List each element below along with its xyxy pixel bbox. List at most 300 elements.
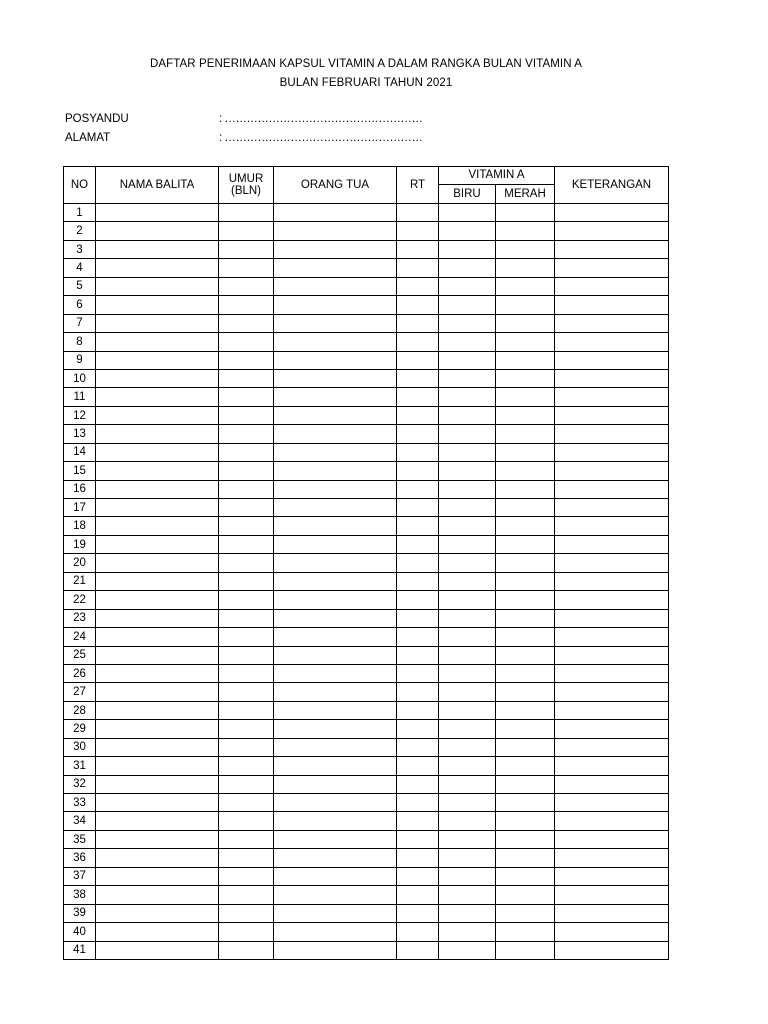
cell-merah[interactable]: [496, 867, 555, 885]
cell-rt[interactable]: [397, 369, 439, 387]
cell-nama-balita[interactable]: [96, 757, 219, 775]
cell-nama-balita[interactable]: [96, 664, 219, 682]
cell-umur[interactable]: [219, 480, 274, 498]
cell-keterangan[interactable]: [555, 849, 669, 867]
cell-keterangan[interactable]: [555, 425, 669, 443]
cell-umur[interactable]: [219, 941, 274, 959]
cell-nama-balita[interactable]: [96, 554, 219, 572]
cell-merah[interactable]: [496, 628, 555, 646]
cell-nama-balita[interactable]: [96, 923, 219, 941]
cell-keterangan[interactable]: [555, 886, 669, 904]
cell-merah[interactable]: [496, 738, 555, 756]
cell-biru[interactable]: [439, 609, 496, 627]
cell-rt[interactable]: [397, 572, 439, 590]
cell-keterangan[interactable]: [555, 683, 669, 701]
cell-orang-tua[interactable]: [274, 812, 397, 830]
cell-nama-balita[interactable]: [96, 443, 219, 461]
cell-keterangan[interactable]: [555, 904, 669, 922]
cell-biru[interactable]: [439, 425, 496, 443]
cell-nama-balita[interactable]: [96, 572, 219, 590]
cell-orang-tua[interactable]: [274, 259, 397, 277]
cell-umur[interactable]: [219, 628, 274, 646]
cell-orang-tua[interactable]: [274, 351, 397, 369]
cell-rt[interactable]: [397, 609, 439, 627]
cell-umur[interactable]: [219, 462, 274, 480]
cell-orang-tua[interactable]: [274, 572, 397, 590]
cell-nama-balita[interactable]: [96, 462, 219, 480]
cell-umur[interactable]: [219, 830, 274, 848]
row-number: 3: [64, 240, 96, 258]
cell-keterangan[interactable]: [555, 757, 669, 775]
cell-nama-balita[interactable]: [96, 277, 219, 295]
cell-umur[interactable]: [219, 683, 274, 701]
cell-rt[interactable]: [397, 867, 439, 885]
cell-umur[interactable]: [219, 812, 274, 830]
cell-rt[interactable]: [397, 204, 439, 222]
cell-nama-balita[interactable]: [96, 830, 219, 848]
cell-umur[interactable]: [219, 204, 274, 222]
cell-rt[interactable]: [397, 923, 439, 941]
cell-orang-tua[interactable]: [274, 296, 397, 314]
cell-orang-tua[interactable]: [274, 425, 397, 443]
cell-merah[interactable]: [496, 314, 555, 332]
cell-biru[interactable]: [439, 240, 496, 258]
cell-orang-tua[interactable]: [274, 517, 397, 535]
cell-biru[interactable]: [439, 535, 496, 553]
cell-umur[interactable]: [219, 554, 274, 572]
cell-rt[interactable]: [397, 535, 439, 553]
cell-rt[interactable]: [397, 499, 439, 517]
cell-biru[interactable]: [439, 259, 496, 277]
cell-merah[interactable]: [496, 499, 555, 517]
cell-biru[interactable]: [439, 406, 496, 424]
cell-keterangan[interactable]: [555, 664, 669, 682]
cell-merah[interactable]: [496, 886, 555, 904]
cell-nama-balita[interactable]: [96, 886, 219, 904]
cell-orang-tua[interactable]: [274, 535, 397, 553]
cell-nama-balita[interactable]: [96, 941, 219, 959]
cell-biru[interactable]: [439, 314, 496, 332]
cell-merah[interactable]: [496, 388, 555, 406]
cell-keterangan[interactable]: [555, 314, 669, 332]
cell-nama-balita[interactable]: [96, 222, 219, 240]
cell-keterangan[interactable]: [555, 830, 669, 848]
cell-biru[interactable]: [439, 701, 496, 719]
cell-biru[interactable]: [439, 462, 496, 480]
cell-rt[interactable]: [397, 849, 439, 867]
cell-rt[interactable]: [397, 775, 439, 793]
cell-rt[interactable]: [397, 628, 439, 646]
cell-merah[interactable]: [496, 480, 555, 498]
cell-keterangan[interactable]: [555, 351, 669, 369]
cell-umur[interactable]: [219, 886, 274, 904]
cell-rt[interactable]: [397, 462, 439, 480]
row-number: 15: [64, 462, 96, 480]
cell-nama-balita[interactable]: [96, 314, 219, 332]
cell-merah[interactable]: [496, 517, 555, 535]
cell-nama-balita[interactable]: [96, 628, 219, 646]
cell-rt[interactable]: [397, 886, 439, 904]
cell-rt[interactable]: [397, 388, 439, 406]
cell-nama-balita[interactable]: [96, 240, 219, 258]
row-number: 6: [64, 296, 96, 314]
cell-rt[interactable]: [397, 646, 439, 664]
cell-orang-tua[interactable]: [274, 240, 397, 258]
cell-biru[interactable]: [439, 572, 496, 590]
cell-keterangan[interactable]: [555, 406, 669, 424]
cell-biru[interactable]: [439, 499, 496, 517]
cell-keterangan[interactable]: [555, 941, 669, 959]
cell-orang-tua[interactable]: [274, 701, 397, 719]
cell-keterangan[interactable]: [555, 646, 669, 664]
cell-keterangan[interactable]: [555, 923, 669, 941]
cell-orang-tua[interactable]: [274, 222, 397, 240]
cell-keterangan[interactable]: [555, 720, 669, 738]
cell-umur[interactable]: [219, 517, 274, 535]
cell-umur[interactable]: [219, 443, 274, 461]
cell-orang-tua[interactable]: [274, 720, 397, 738]
cell-biru[interactable]: [439, 849, 496, 867]
cell-merah[interactable]: [496, 572, 555, 590]
cell-rt[interactable]: [397, 517, 439, 535]
cell-rt[interactable]: [397, 425, 439, 443]
cell-nama-balita[interactable]: [96, 369, 219, 387]
cell-merah[interactable]: [496, 554, 555, 572]
cell-biru[interactable]: [439, 812, 496, 830]
cell-umur[interactable]: [219, 222, 274, 240]
cell-orang-tua[interactable]: [274, 646, 397, 664]
cell-orang-tua[interactable]: [274, 867, 397, 885]
cell-orang-tua[interactable]: [274, 628, 397, 646]
cell-biru[interactable]: [439, 738, 496, 756]
cell-merah[interactable]: [496, 406, 555, 424]
cell-rt[interactable]: [397, 314, 439, 332]
cell-biru[interactable]: [439, 443, 496, 461]
cell-biru[interactable]: [439, 222, 496, 240]
cell-umur[interactable]: [219, 296, 274, 314]
cell-nama-balita[interactable]: [96, 720, 219, 738]
cell-merah[interactable]: [496, 609, 555, 627]
cell-nama-balita[interactable]: [96, 646, 219, 664]
cell-merah[interactable]: [496, 369, 555, 387]
cell-umur[interactable]: [219, 867, 274, 885]
cell-orang-tua[interactable]: [274, 314, 397, 332]
cell-keterangan[interactable]: [555, 499, 669, 517]
cell-biru[interactable]: [439, 683, 496, 701]
cell-umur[interactable]: [219, 388, 274, 406]
cell-rt[interactable]: [397, 333, 439, 351]
cell-rt[interactable]: [397, 941, 439, 959]
cell-umur[interactable]: [219, 757, 274, 775]
cell-biru[interactable]: [439, 591, 496, 609]
cell-umur[interactable]: [219, 406, 274, 424]
cell-nama-balita[interactable]: [96, 425, 219, 443]
cell-keterangan[interactable]: [555, 222, 669, 240]
cell-nama-balita[interactable]: [96, 517, 219, 535]
cell-orang-tua[interactable]: [274, 462, 397, 480]
cell-orang-tua[interactable]: [274, 683, 397, 701]
cell-orang-tua[interactable]: [274, 609, 397, 627]
cell-rt[interactable]: [397, 277, 439, 295]
cell-rt[interactable]: [397, 554, 439, 572]
cell-orang-tua[interactable]: [274, 406, 397, 424]
cell-nama-balita[interactable]: [96, 904, 219, 922]
cell-keterangan[interactable]: [555, 591, 669, 609]
cell-orang-tua[interactable]: [274, 369, 397, 387]
cell-keterangan[interactable]: [555, 867, 669, 885]
cell-merah[interactable]: [496, 941, 555, 959]
cell-biru[interactable]: [439, 941, 496, 959]
cell-orang-tua[interactable]: [274, 443, 397, 461]
cell-rt[interactable]: [397, 664, 439, 682]
cell-keterangan[interactable]: [555, 443, 669, 461]
cell-biru[interactable]: [439, 757, 496, 775]
cell-orang-tua[interactable]: [274, 388, 397, 406]
cell-orang-tua[interactable]: [274, 941, 397, 959]
cell-keterangan[interactable]: [555, 388, 669, 406]
cell-merah[interactable]: [496, 277, 555, 295]
cell-rt[interactable]: [397, 904, 439, 922]
row-number: 30: [64, 738, 96, 756]
cell-biru[interactable]: [439, 369, 496, 387]
table-row: [64, 794, 669, 812]
cell-nama-balita[interactable]: [96, 296, 219, 314]
cell-umur[interactable]: [219, 240, 274, 258]
cell-merah[interactable]: [496, 794, 555, 812]
cell-orang-tua[interactable]: [274, 738, 397, 756]
cell-keterangan[interactable]: [555, 572, 669, 590]
table-row: [64, 664, 669, 682]
cell-merah[interactable]: [496, 333, 555, 351]
cell-umur[interactable]: [219, 259, 274, 277]
cell-nama-balita[interactable]: [96, 388, 219, 406]
cell-umur[interactable]: [219, 738, 274, 756]
cell-keterangan[interactable]: [555, 628, 669, 646]
cell-rt[interactable]: [397, 794, 439, 812]
cell-biru[interactable]: [439, 886, 496, 904]
cell-rt[interactable]: [397, 351, 439, 369]
cell-umur[interactable]: [219, 720, 274, 738]
cell-umur[interactable]: [219, 794, 274, 812]
cell-nama-balita[interactable]: [96, 867, 219, 885]
cell-biru[interactable]: [439, 204, 496, 222]
cell-biru[interactable]: [439, 664, 496, 682]
cell-orang-tua[interactable]: [274, 664, 397, 682]
cell-keterangan[interactable]: [555, 554, 669, 572]
cell-merah[interactable]: [496, 443, 555, 461]
cell-keterangan[interactable]: [555, 296, 669, 314]
cell-nama-balita[interactable]: [96, 812, 219, 830]
cell-rt[interactable]: [397, 738, 439, 756]
cell-umur[interactable]: [219, 333, 274, 351]
cell-nama-balita[interactable]: [96, 351, 219, 369]
cell-umur[interactable]: [219, 775, 274, 793]
cell-nama-balita[interactable]: [96, 259, 219, 277]
cell-keterangan[interactable]: [555, 701, 669, 719]
cell-nama-balita[interactable]: [96, 591, 219, 609]
cell-merah[interactable]: [496, 204, 555, 222]
cell-merah[interactable]: [496, 683, 555, 701]
cell-orang-tua[interactable]: [274, 277, 397, 295]
cell-nama-balita[interactable]: [96, 738, 219, 756]
cell-orang-tua[interactable]: [274, 849, 397, 867]
cell-umur[interactable]: [219, 904, 274, 922]
cell-umur[interactable]: [219, 646, 274, 664]
cell-merah[interactable]: [496, 720, 555, 738]
cell-biru[interactable]: [439, 296, 496, 314]
cell-umur[interactable]: [219, 425, 274, 443]
cell-nama-balita[interactable]: [96, 775, 219, 793]
cell-orang-tua[interactable]: [274, 886, 397, 904]
table-row: [64, 628, 669, 646]
cell-orang-tua[interactable]: [274, 554, 397, 572]
cell-keterangan[interactable]: [555, 812, 669, 830]
cell-biru[interactable]: [439, 830, 496, 848]
row-number: 21: [64, 572, 96, 590]
cell-biru[interactable]: [439, 775, 496, 793]
cell-keterangan[interactable]: [555, 333, 669, 351]
cell-merah[interactable]: [496, 701, 555, 719]
cell-merah[interactable]: [496, 591, 555, 609]
cell-biru[interactable]: [439, 554, 496, 572]
cell-umur[interactable]: [219, 849, 274, 867]
cell-merah[interactable]: [496, 240, 555, 258]
cell-rt[interactable]: [397, 259, 439, 277]
cell-umur[interactable]: [219, 609, 274, 627]
cell-merah[interactable]: [496, 830, 555, 848]
cell-nama-balita[interactable]: [96, 204, 219, 222]
cell-umur[interactable]: [219, 701, 274, 719]
cell-merah[interactable]: [496, 646, 555, 664]
cell-rt[interactable]: [397, 757, 439, 775]
cell-umur[interactable]: [219, 369, 274, 387]
table-row: [64, 462, 669, 480]
cell-orang-tua[interactable]: [274, 775, 397, 793]
cell-merah[interactable]: [496, 904, 555, 922]
cell-nama-balita[interactable]: [96, 609, 219, 627]
cell-biru[interactable]: [439, 904, 496, 922]
cell-biru[interactable]: [439, 277, 496, 295]
cell-merah[interactable]: [496, 664, 555, 682]
cell-orang-tua[interactable]: [274, 923, 397, 941]
cell-biru[interactable]: [439, 794, 496, 812]
cell-nama-balita[interactable]: [96, 333, 219, 351]
cell-orang-tua[interactable]: [274, 904, 397, 922]
cell-nama-balita[interactable]: [96, 849, 219, 867]
cell-rt[interactable]: [397, 812, 439, 830]
cell-biru[interactable]: [439, 517, 496, 535]
cell-umur[interactable]: [219, 277, 274, 295]
cell-merah[interactable]: [496, 351, 555, 369]
cell-umur[interactable]: [219, 535, 274, 553]
cell-rt[interactable]: [397, 406, 439, 424]
cell-keterangan[interactable]: [555, 462, 669, 480]
cell-keterangan[interactable]: [555, 609, 669, 627]
cell-keterangan[interactable]: [555, 204, 669, 222]
cell-orang-tua[interactable]: [274, 333, 397, 351]
cell-orang-tua[interactable]: [274, 830, 397, 848]
cell-keterangan[interactable]: [555, 794, 669, 812]
cell-orang-tua[interactable]: [274, 204, 397, 222]
cell-orang-tua[interactable]: [274, 757, 397, 775]
cell-merah[interactable]: [496, 849, 555, 867]
cell-biru[interactable]: [439, 646, 496, 664]
cell-biru[interactable]: [439, 388, 496, 406]
cell-umur[interactable]: [219, 499, 274, 517]
cell-umur[interactable]: [219, 314, 274, 332]
cell-umur[interactable]: [219, 351, 274, 369]
cell-keterangan[interactable]: [555, 517, 669, 535]
row-number: 18: [64, 517, 96, 535]
cell-orang-tua[interactable]: [274, 499, 397, 517]
cell-orang-tua[interactable]: [274, 794, 397, 812]
cell-keterangan[interactable]: [555, 738, 669, 756]
cell-rt[interactable]: [397, 443, 439, 461]
cell-rt[interactable]: [397, 830, 439, 848]
cell-umur[interactable]: [219, 923, 274, 941]
cell-biru[interactable]: [439, 351, 496, 369]
cell-biru[interactable]: [439, 333, 496, 351]
cell-nama-balita[interactable]: [96, 794, 219, 812]
cell-merah[interactable]: [496, 535, 555, 553]
cell-nama-balita[interactable]: [96, 499, 219, 517]
cell-biru[interactable]: [439, 480, 496, 498]
cell-nama-balita[interactable]: [96, 701, 219, 719]
cell-rt[interactable]: [397, 480, 439, 498]
cell-rt[interactable]: [397, 222, 439, 240]
cell-keterangan[interactable]: [555, 369, 669, 387]
cell-umur[interactable]: [219, 591, 274, 609]
cell-nama-balita[interactable]: [96, 480, 219, 498]
cell-merah[interactable]: [496, 425, 555, 443]
cell-merah[interactable]: [496, 259, 555, 277]
cell-rt[interactable]: [397, 720, 439, 738]
cell-umur[interactable]: [219, 664, 274, 682]
table-row: [64, 296, 669, 314]
cell-keterangan[interactable]: [555, 775, 669, 793]
cell-nama-balita[interactable]: [96, 683, 219, 701]
cell-merah[interactable]: [496, 462, 555, 480]
cell-biru[interactable]: [439, 628, 496, 646]
cell-merah[interactable]: [496, 222, 555, 240]
cell-keterangan[interactable]: [555, 480, 669, 498]
cell-nama-balita[interactable]: [96, 535, 219, 553]
cell-merah[interactable]: [496, 923, 555, 941]
cell-keterangan[interactable]: [555, 240, 669, 258]
cell-biru[interactable]: [439, 720, 496, 738]
row-number: 13: [64, 425, 96, 443]
cell-merah[interactable]: [496, 812, 555, 830]
cell-keterangan[interactable]: [555, 259, 669, 277]
cell-keterangan[interactable]: [555, 277, 669, 295]
cell-rt[interactable]: [397, 240, 439, 258]
row-number: 33: [64, 794, 96, 812]
cell-umur[interactable]: [219, 572, 274, 590]
cell-rt[interactable]: [397, 701, 439, 719]
cell-rt[interactable]: [397, 591, 439, 609]
cell-keterangan[interactable]: [555, 535, 669, 553]
cell-rt[interactable]: [397, 296, 439, 314]
cell-nama-balita[interactable]: [96, 406, 219, 424]
cell-merah[interactable]: [496, 757, 555, 775]
cell-rt[interactable]: [397, 683, 439, 701]
cell-merah[interactable]: [496, 296, 555, 314]
cell-biru[interactable]: [439, 923, 496, 941]
cell-orang-tua[interactable]: [274, 591, 397, 609]
cell-orang-tua[interactable]: [274, 480, 397, 498]
cell-biru[interactable]: [439, 867, 496, 885]
cell-merah[interactable]: [496, 775, 555, 793]
